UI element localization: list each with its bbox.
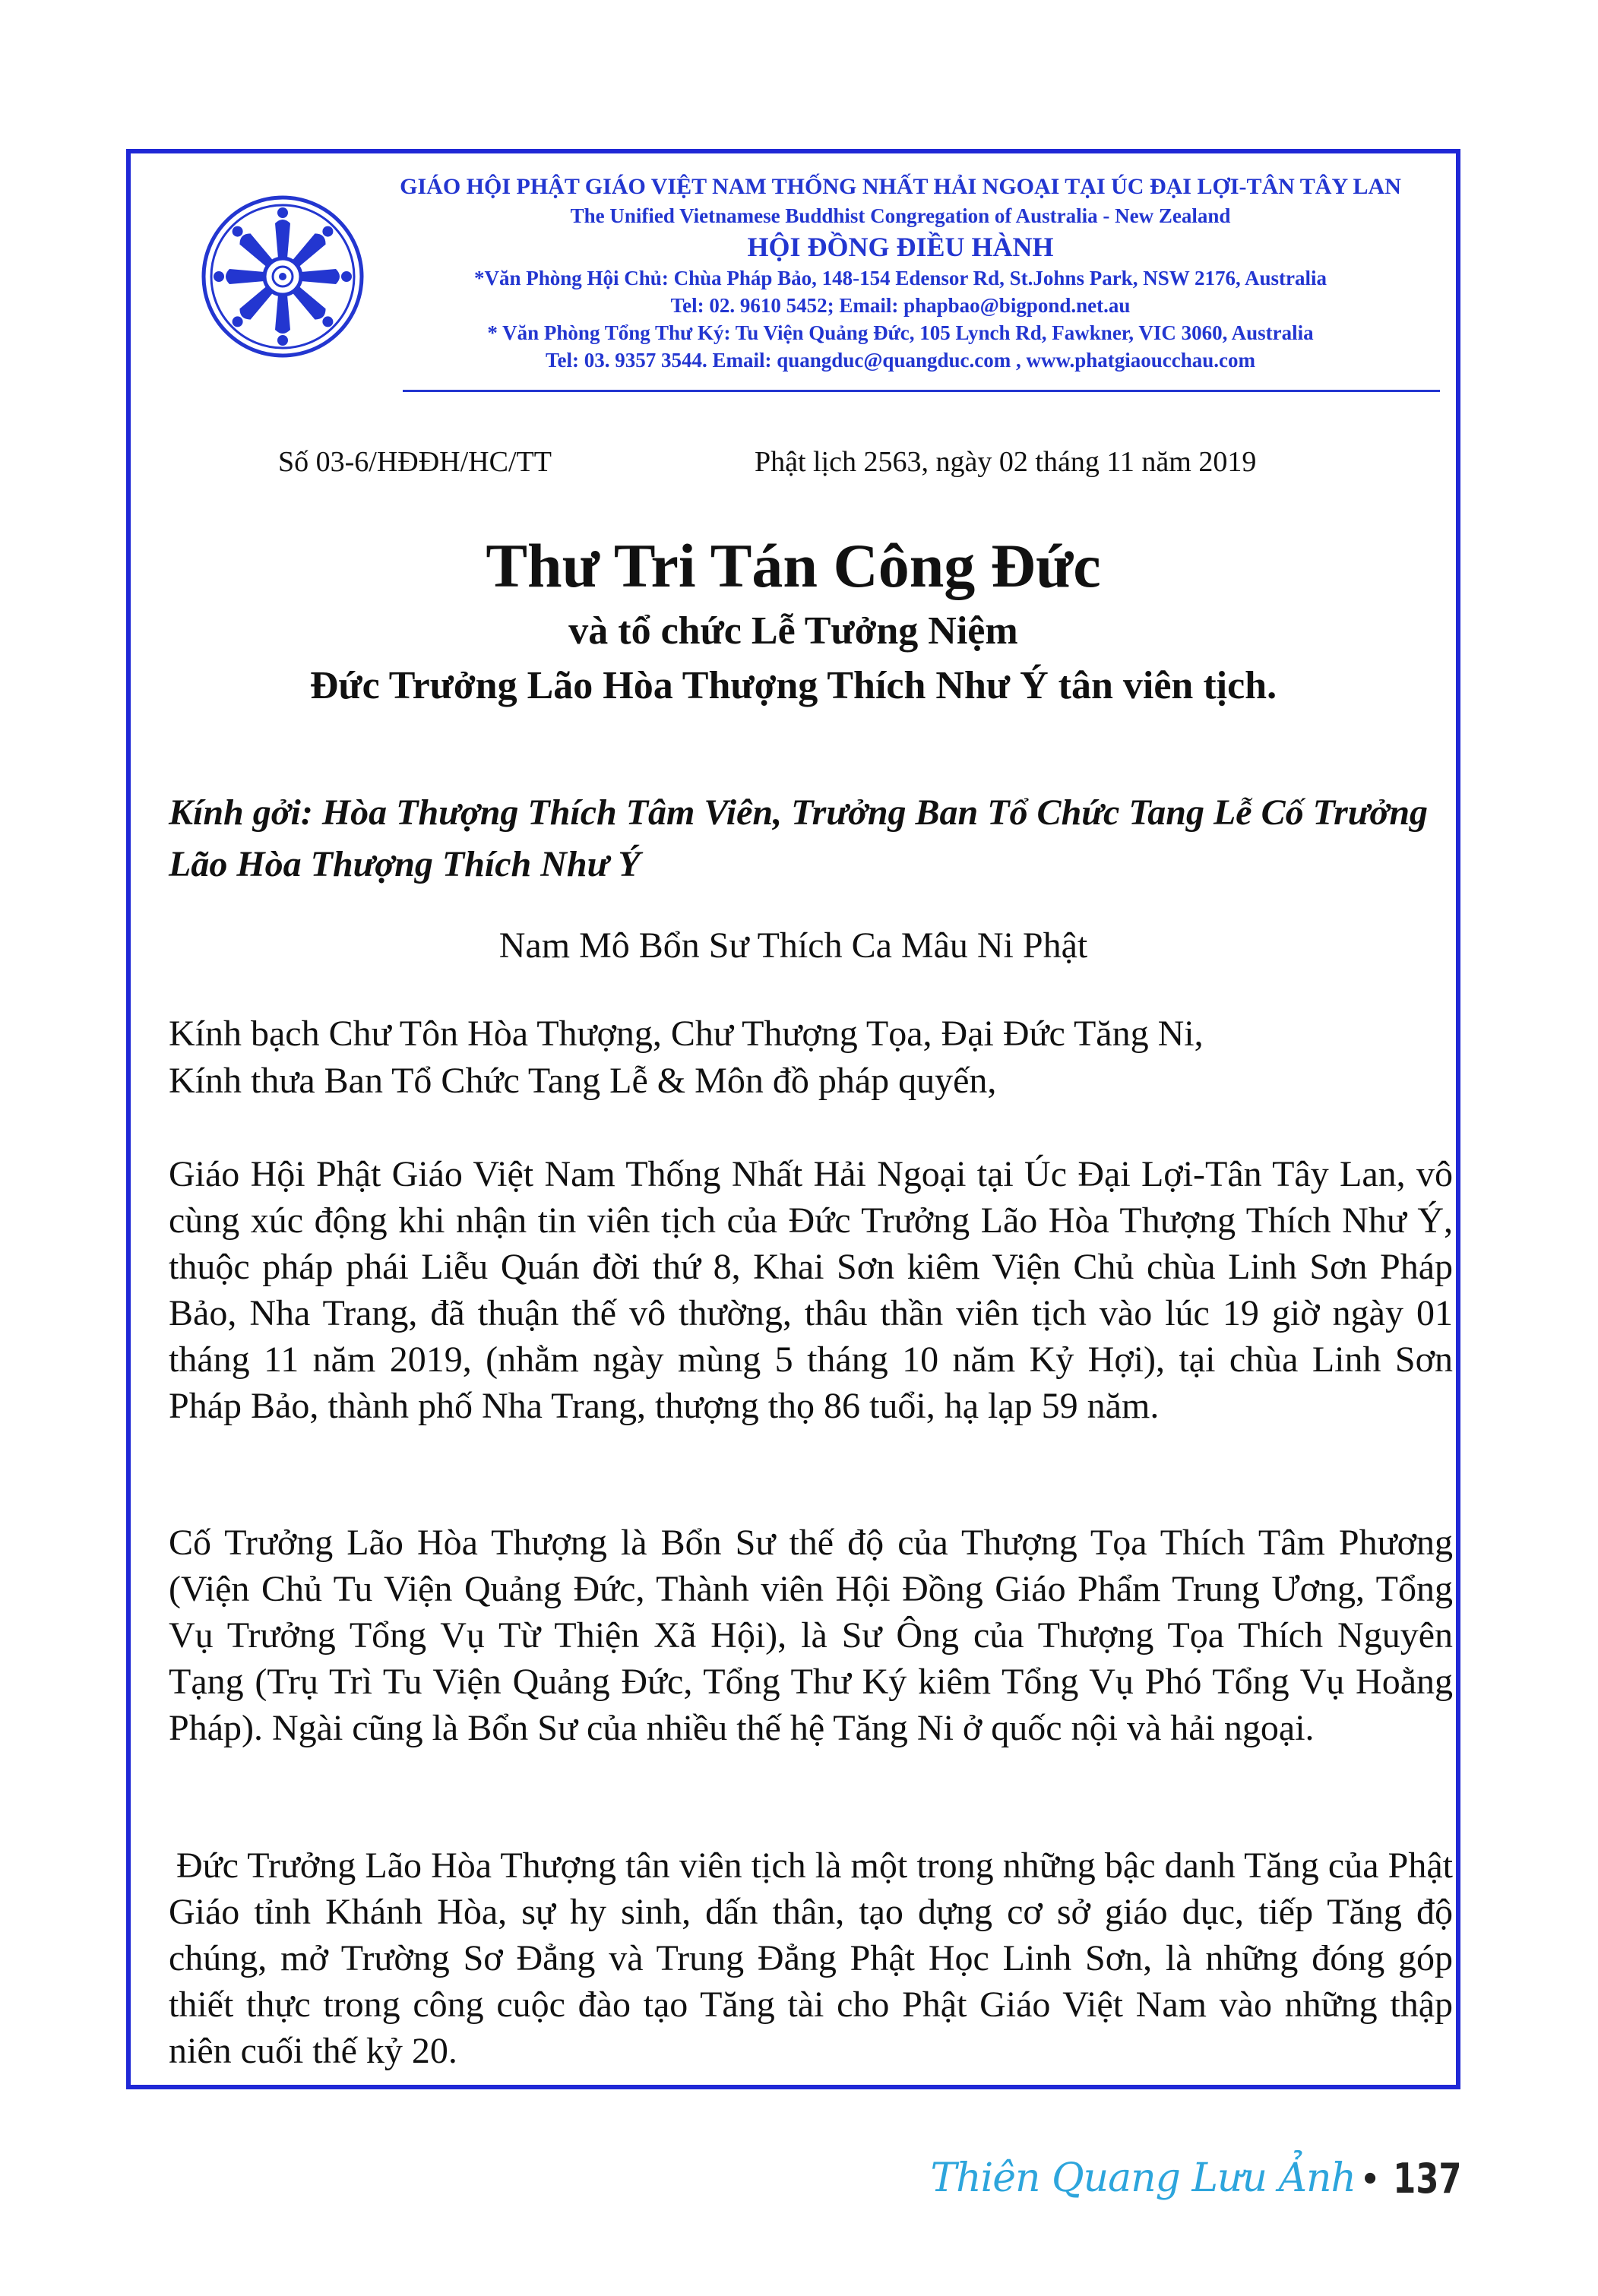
org-name-vi: GIÁO HỘI PHẬT GIÁO VIỆT NAM THỐNG NHẤT HẢI NGOẠI TẠI ÚC ĐẠI LỢI-TÂN TÂY LAN bbox=[400, 174, 1401, 199]
greeting-line-1: Kính bạch Chư Tôn Hòa Thượng, Chư Thượng Tọa, Đại Đức Tăng Ni, bbox=[169, 1014, 1204, 1054]
office1-address: *Văn Phòng Hội Chủ: Chùa Pháp Bảo, 148-154 Edensor Rd, St.Johns Park, NSW 2176, Australia bbox=[474, 267, 1327, 289]
document-date: Phật lịch 2563, ngày 02 tháng 11 năm 2019 bbox=[755, 446, 1257, 478]
body-paragraph-1: Giáo Hội Phật Giáo Việt Nam Thống Nhất Hải Ngoại tại Úc Đại Lợi-Tân Tây Lan, vô cùng xúc động khi nhận tin viên tịch của Đức Trưởng Lão Hòa Thượng Thích Như Ý, thuộc pháp phái Liễu Quán đời thứ 8, Khai Sơn kiêm Viện Chủ chùa Linh Sơn Pháp Bảo, Nha Trang, đã thuận thế vô thường, thâu thần viên tịch vào lúc 19 giờ ngày 01 tháng 11 năm 2019, (nhằm ngày mùng 5 tháng 10 năm Kỷ Hợi), tại chùa Linh Sơn Pháp Bảo, thành phố Nha Trang, thượng thọ 86 tuổi, hạ lạp 59 năm. bbox=[169, 1154, 1453, 1426]
footer-separator: • bbox=[1363, 2156, 1378, 2200]
body-paragraph-2: Cố Trưởng Lão Hòa Thượng là Bổn Sư thế độ của Thượng Tọa Thích Tâm Phương (Viện Chủ Tu Viện Quảng Đức, Thành viên Hội Đồng Giáo Phẩm Trung Ương, Tổng Vụ Trưởng Tổng Vụ Từ Thiện Xã Hội), là Sư Ông của Thượng Tọa Thích Nguyên Tạng (Trụ Trì Tu Viện Quảng Đức, Tổng Thư Ký kiêm Tổng Vụ Phó Tổng Vụ Hoằng Pháp). Ngài cũng là Bổn Sư của nhiều thế hệ Tăng Ni ở quốc nội và hải ngoại. bbox=[169, 1523, 1453, 1748]
dharma-wheel-icon bbox=[199, 193, 366, 360]
page-number: 137 bbox=[1393, 2154, 1462, 2203]
letterhead bbox=[395, 172, 1406, 374]
document-frame bbox=[126, 149, 1460, 2089]
letterhead-divider bbox=[403, 390, 1440, 392]
office2-contact: Tel: 03. 9357 3544. Email: quangduc@quangduc.com , www.phatgiaoucchau.com bbox=[546, 349, 1255, 372]
body-paragraph-3: Đức Trưởng Lão Hòa Thượng tân viên tịch là một trong những bậc danh Tăng của Phật Giáo tỉnh Khánh Hòa, sự hy sinh, dấn thân, tạo dựng cơ sở giáo dục, tiếp Tăng độ chúng, mở Trường Sơ Đẳng và Trung Đẳng Phật Học Linh Sơn, là những đóng góp thiết thực trong công cuộc đào tạo Tăng tài cho Phật Giáo Việt Nam vào những thập niên cuối thế kỷ 20. bbox=[169, 1845, 1453, 2071]
greeting-line-2: Kính thưa Ban Tổ Chức Tang Lễ & Môn đồ pháp quyến, bbox=[169, 1061, 997, 1101]
org-name-en: The Unified Vietnamese Buddhist Congregation of Australia - New Zealand bbox=[570, 204, 1231, 227]
office1-contact: Tel: 02. 9610 5452; Email: phapbao@bigpond.net.au bbox=[670, 294, 1131, 317]
invocation: Nam Mô Bổn Sư Thích Ca Mâu Ni Phật bbox=[498, 925, 1088, 966]
salutation: Kính gởi: Hòa Thượng Thích Tâm Viên, Trưởng Ban Tổ Chức Tang Lễ Cố Trưởng Lão Hòa Thượng Thích Như Ý bbox=[169, 792, 1429, 884]
page-title: Thư Tri Tán Công Đức bbox=[486, 531, 1101, 600]
greetings bbox=[169, 1010, 1453, 1105]
document-number: Số 03-6/HĐĐH/HC/TT bbox=[278, 446, 552, 478]
office2-address: * Văn Phòng Tổng Thư Ký: Tu Viện Quảng Đức, 105 Lynch Rd, Fawkner, VIC 3060, Australia bbox=[487, 321, 1314, 344]
magazine-name: Thiên Quang Lưu Ảnh bbox=[930, 2155, 1356, 2201]
page-footer bbox=[930, 2144, 1470, 2212]
council-name: HỘI ĐỒNG ĐIỀU HÀNH bbox=[747, 232, 1054, 262]
subtitle-2: Đức Trưởng Lão Hòa Thượng Thích Như Ý tân viên tịch. bbox=[309, 664, 1277, 707]
subtitle-1: và tổ chức Lễ Tưởng Niệm bbox=[568, 609, 1018, 653]
